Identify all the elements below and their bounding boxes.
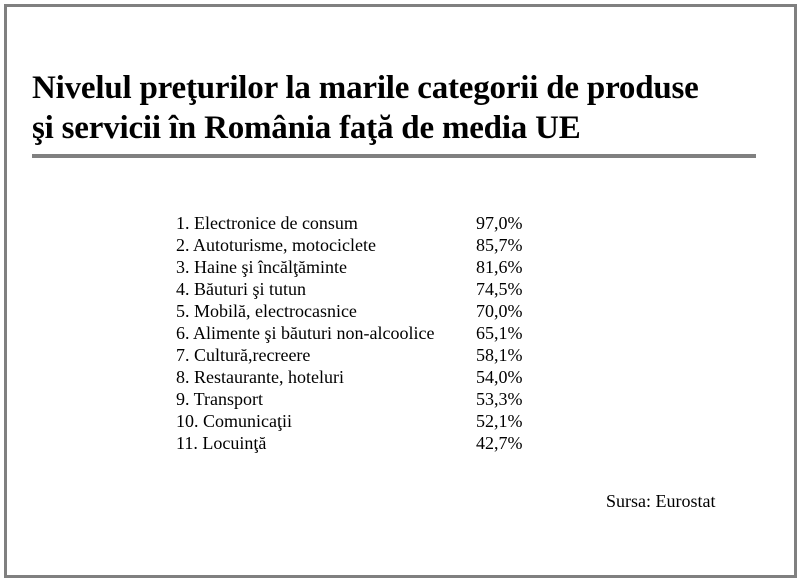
item-label: 1. Electronice de consum [176,213,358,233]
item-label: 11. Locuinţă [176,433,267,453]
item-label: 6. Alimente şi băuturi non-alcoolice [176,323,435,343]
list-item [176,344,523,366]
title-line-1: Nivelul preţurilor la marile categorii de produse [32,70,699,106]
item-value: 42,7% [476,433,523,453]
item-label: 5. Mobilă, electrocasnice [176,301,357,321]
list-item [176,212,523,234]
list-item [176,366,523,388]
list-item [176,300,523,322]
item-label: 2. Autoturisme, motociclete [176,235,376,255]
list-item [176,234,523,256]
item-value: 85,7% [476,235,523,255]
item-value: 81,6% [476,257,523,277]
title-divider [32,154,756,158]
item-label: 3. Haine şi încălţăminte [176,257,347,277]
page-title [32,68,772,148]
item-value: 53,3% [476,389,523,409]
item-label: 10. Comunicaţii [176,411,292,431]
list-item [176,256,523,278]
list-item [176,278,523,300]
item-value: 74,5% [476,279,523,299]
list-item [176,322,523,344]
list-item [176,432,523,454]
price-level-list [176,212,523,454]
item-value: 70,0% [476,301,523,321]
item-label: 7. Cultură,recreere [176,345,311,365]
item-label: 9. Transport [176,389,264,409]
title-line-2: şi servicii în România faţă de media UE [32,110,581,146]
item-value: 52,1% [476,411,523,431]
item-label: 8. Restaurante, hoteluri [176,367,344,387]
item-value: 58,1% [476,345,523,365]
item-value: 54,0% [476,367,523,387]
item-label: 4. Băuturi şi tutun [176,279,306,299]
list-item [176,388,523,410]
list-item [176,410,523,432]
item-value: 65,1% [476,323,523,343]
item-value: 97,0% [476,213,523,233]
source-note: Sursa: Eurostat [606,491,716,511]
